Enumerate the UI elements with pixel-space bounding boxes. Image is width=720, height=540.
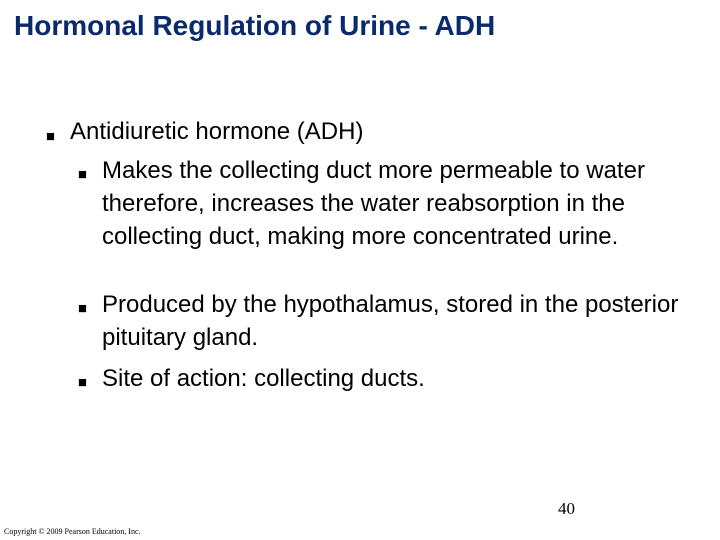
sub-bullet-text: Makes the collecting duct more permeable to water therefore, increases the water reabsorption in the collecting duct, making more concentrated urine. <box>102 157 645 250</box>
square-bullet-icon: ■ <box>78 167 87 184</box>
sub-bullet-site-of-action <box>78 362 688 395</box>
square-bullet-icon: ■ <box>46 129 55 146</box>
sub-bullet-production <box>78 288 688 354</box>
copyright-notice: Copyright © 2009 Pearson Education, Inc. <box>4 527 141 536</box>
square-bullet-icon: ■ <box>78 375 87 392</box>
slide-title: Hormonal Regulation of Urine - ADH <box>14 10 496 41</box>
sub-bullet-text: Site of action: collecting ducts. <box>102 365 425 392</box>
square-bullet-icon: ■ <box>78 301 87 318</box>
bullet-text: Antidiuretic hormone (ADH) <box>70 118 364 145</box>
sub-bullet-text: Produced by the hypothalamus, stored in the posterior pituitary gland. <box>102 291 679 351</box>
bullet-antidiuretic-hormone <box>46 116 686 148</box>
sub-bullet-permeability <box>78 154 688 253</box>
page-number: 40 <box>558 499 575 518</box>
